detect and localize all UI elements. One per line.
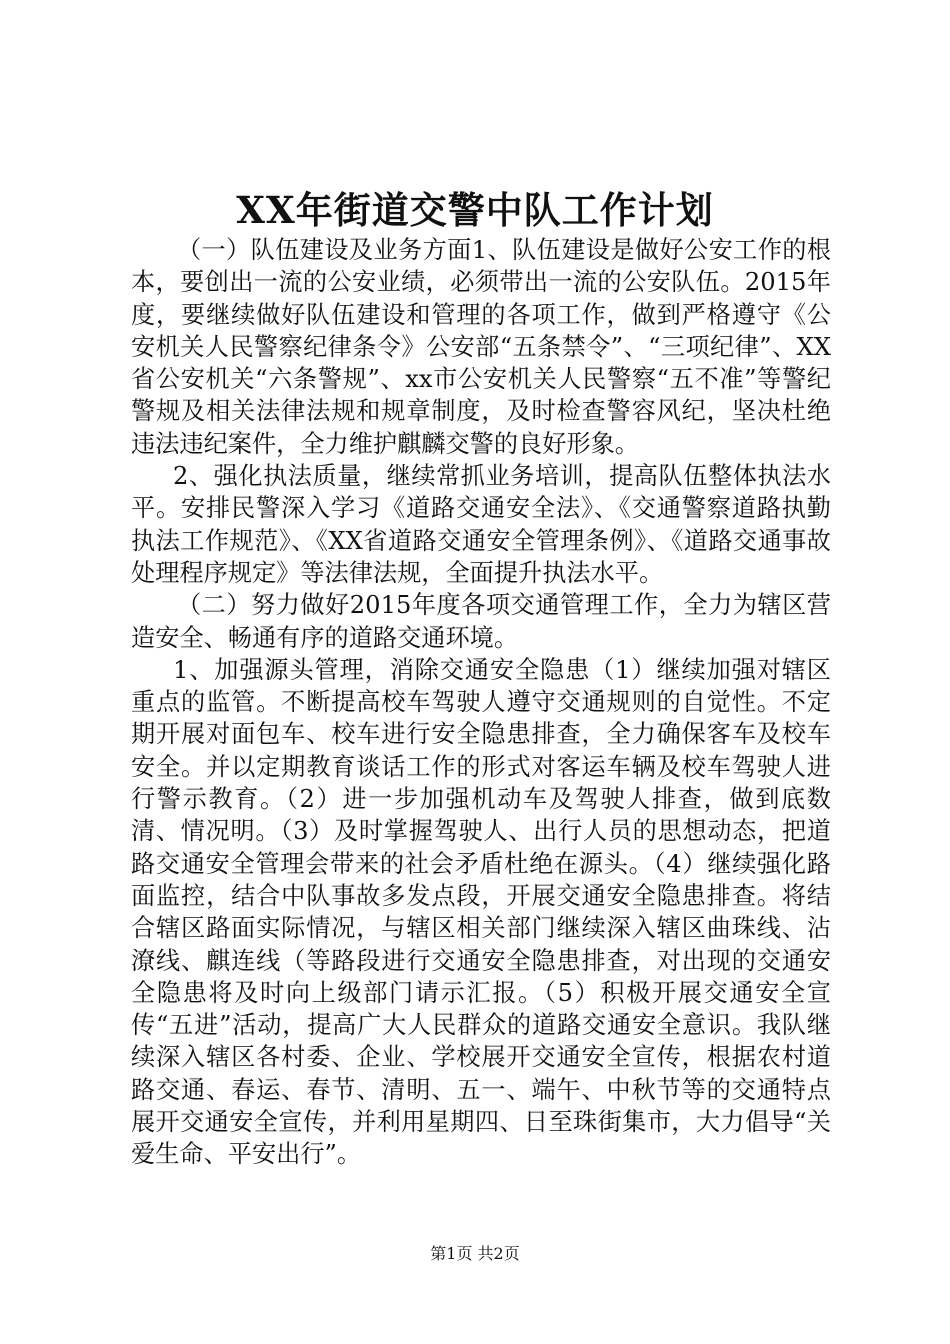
document-title: XX年街道交警中队工作计划 (236, 188, 714, 232)
paragraph-team-building: （一）队伍建设及业务方面1、队伍建设是做好公安工作的根本，要创出一流的公安业绩，必须带出一流的公安队伍。2015年度，要继续做好队伍建设和管理的各项工作，做到严格遵守《公安机关人民警察纪律条令》公安部“五条禁令”、“三项纪律”、XX省公安机关“六条警规”、xx市公安机关人民警察“五不准”等警纪警规及相关法律法规和规章制度，及时检查警容风纪，坚决杜绝违法违纪案件，全力维护麒麟交警的良好形象。 (131, 236, 831, 458)
document-body (131, 234, 831, 1171)
paragraph-source-management: 1、加强源头管理，消除交通安全隐患（1）继续加强对辖区重点的监管。不断提高校车驾驶人遵守交通规则的自觉性。不定期开展对面包车、校车进行安全隐患排查，全力确保客车及校车安全。并以定期教育谈话工作的形式对客运车辆及校车驾驶人进行警示教育。（2）进一步加强机动车及驾驶人排查，做到底数清、情况明。（3）及时掌握驾驶人、出行人员的思想动态，把道路交通安全管理会带来的社会矛盾杜绝在源头。（4）继续强化路面监控，结合中队事故多发点段，开展交通安全隐患排查。将结合辖区路面实际情况，与辖区相关部门继续深入辖区曲珠线、沾潦线、麒连线（等路段进行交通安全隐患排查，对出现的交通安全隐患将及时向上级部门请示汇报。（5）积极开展交通安全宣传“五进”活动，提高广大人民群众的道路交通安全意识。我队继续深入辖区各村委、企业、学校展开交通安全宣传，根据农村道路交通、春运、春节、清明、五一、端午、中秋节等的交通特点展开交通安全宣传，并利用星期四、日至珠街集市，大力倡导“关爱生命、平安出行”。 (131, 655, 831, 1169)
page-footer: 第1页 共2页 (430, 1244, 520, 1263)
paragraph-traffic-management: （二）努力做好2015年度各项交通管理工作，全力为辖区营造安全、畅通有序的道路交通环境。 (131, 591, 831, 652)
paragraph-law-enforcement: 2、强化执法质量，继续常抓业务培训，提高队伍整体执法水平。安排民警深入学习《道路交通安全法》、《交通警察道路执勤执法工作规范》、《XX省道路交通安全管理条例》、《道路交通事故处理程序规定》等法律法规，全面提升执法水平。 (131, 462, 831, 587)
